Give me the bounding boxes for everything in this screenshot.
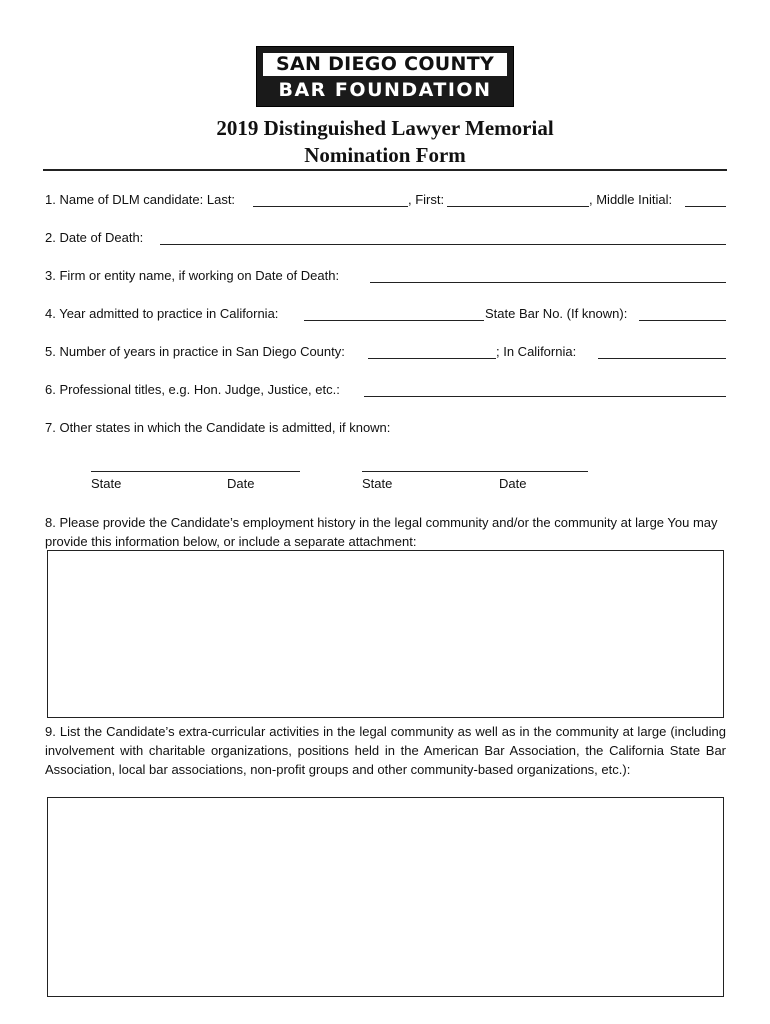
q7-label: 7. Other states in which the Candidate is admitted, if known: <box>45 420 391 435</box>
q7-date-label-2: Date <box>499 476 527 491</box>
q4-state-bar-no-field[interactable] <box>639 320 726 321</box>
form-title-line-2: Nomination Form <box>304 143 466 167</box>
q1-last-label: 1. Name of DLM candidate: Last: <box>45 192 236 207</box>
q2-date-of-death-field[interactable] <box>160 244 726 245</box>
q4-label: 4. Year admitted to practice in California: <box>45 306 279 321</box>
q1-first-label: , First: <box>408 192 445 207</box>
q4-bar-label: State Bar No. (If known): <box>485 306 628 321</box>
q9-activities-box[interactable] <box>47 797 724 997</box>
q1-last-name-field[interactable] <box>253 206 408 207</box>
q6-professional-titles-field[interactable] <box>364 396 726 397</box>
q8-text: 8. Please provide the Candidate’s employment history in the legal community and/or the community at large You may provide this information below, or include a separate attachment: <box>45 515 718 549</box>
q5-years-san-diego-field[interactable] <box>368 358 496 359</box>
q1-first-name-field[interactable] <box>447 206 589 207</box>
q1-middle-label: , Middle Initial: <box>589 192 673 207</box>
q8-employment-history-box[interactable] <box>47 550 724 718</box>
foundation-logo <box>256 46 514 107</box>
q7-state-date-field-1[interactable] <box>91 471 300 472</box>
q6-label: 6. Professional titles, e.g. Hon. Judge, Justice, etc.: <box>45 382 340 397</box>
q3-label: 3. Firm or entity name, if working on Date of Death: <box>45 268 340 283</box>
q7-date-label-1: Date <box>227 476 255 491</box>
q5-california-label: ; In California: <box>496 344 577 359</box>
q2-label: 2. Date of Death: <box>45 230 144 245</box>
q7-state-date-field-2[interactable] <box>362 471 588 472</box>
form-title-line-1: 2019 Distinguished Lawyer Memorial <box>216 116 554 140</box>
logo-line-2: BAR FOUNDATION <box>278 79 492 101</box>
q9-text: 9. List the Candidate’s extra-curricular activities in the legal community as well as in the community at large (including involvement with charitable organizations, positions held in the American Bar Association, the California State Bar Association, local bar associations, non-profit groups and other community-based organizations, etc.): <box>45 724 726 777</box>
q1-middle-initial-field[interactable] <box>685 206 726 207</box>
title-divider <box>43 169 727 171</box>
q7-state-label-2: State <box>362 476 393 491</box>
logo-line-1: SAN DIEGO COUNTY <box>263 53 507 76</box>
q5-years-california-field[interactable] <box>598 358 726 359</box>
q4-year-admitted-field[interactable] <box>304 320 484 321</box>
q7-state-label-1: State <box>91 476 122 491</box>
q5-label: 5. Number of years in practice in San Diego County: <box>45 344 345 359</box>
q3-firm-name-field[interactable] <box>370 282 726 283</box>
